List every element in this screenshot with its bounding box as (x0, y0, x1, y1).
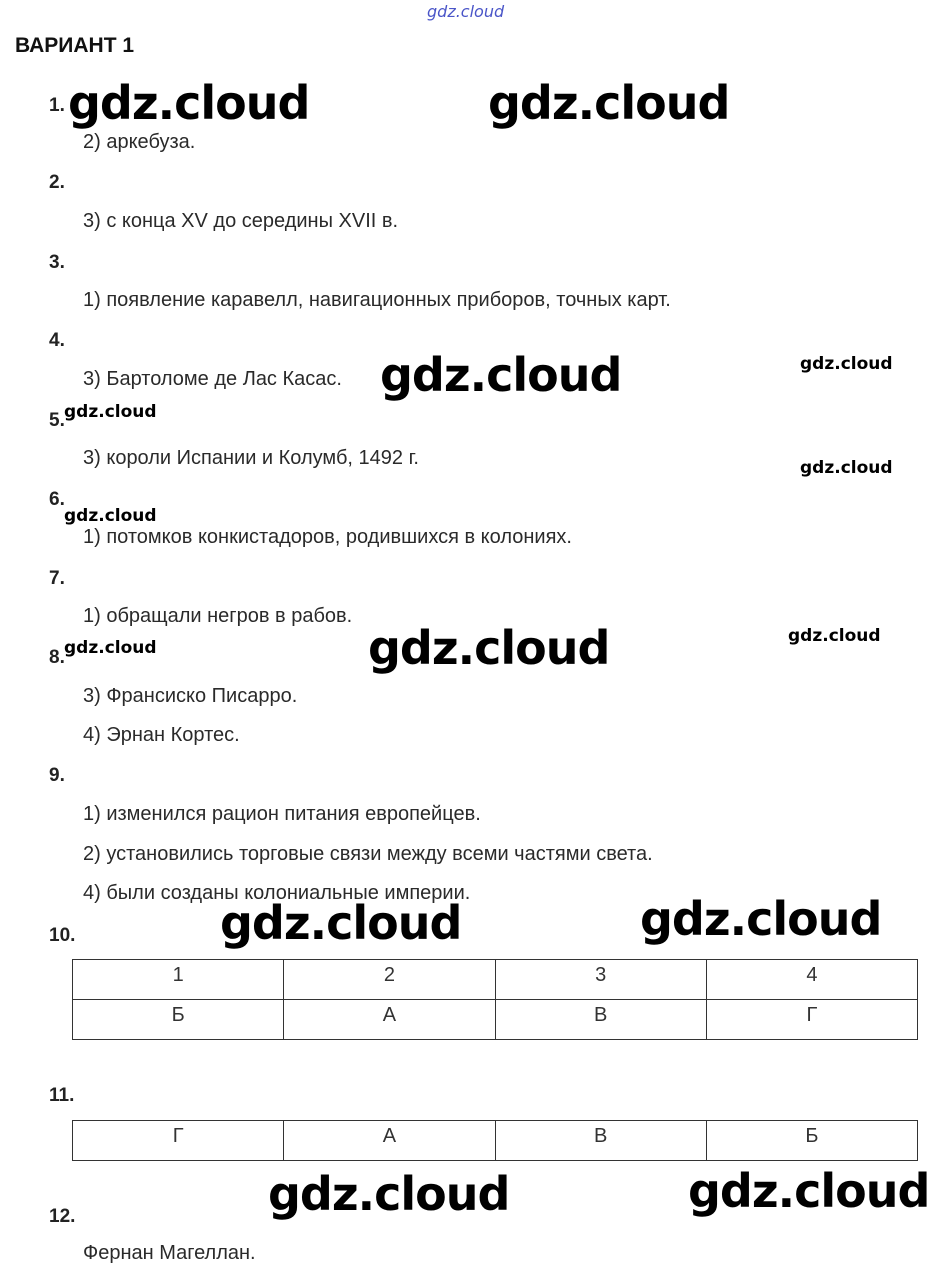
answer-3-1: 1) появление каравелл, навигационных приборов, точных карт. (83, 289, 671, 311)
watermark: gdz.cloud (488, 76, 730, 130)
top-watermark: gdz.cloud (427, 2, 505, 21)
answer-2-1: 3) с конца XV до середины XVII в. (83, 210, 399, 232)
watermark: gdz.cloud (64, 506, 157, 526)
watermark: gdz.cloud (64, 402, 157, 422)
question-number-2: 2. (49, 172, 65, 193)
table-cell: 3 (495, 960, 706, 1000)
watermark: gdz.cloud (368, 621, 610, 675)
watermark: gdz.cloud (800, 458, 893, 478)
question-number-12: 12. (49, 1206, 76, 1227)
table-row (73, 1000, 918, 1040)
table-row (73, 1121, 918, 1161)
question-number-5: 5. (49, 410, 65, 431)
watermark: gdz.cloud (788, 626, 881, 646)
question-number-1: 1. (49, 95, 65, 116)
answer-9-3: 4) были созданы колониальные империи. (83, 882, 471, 904)
table-cell: Г (73, 1121, 284, 1161)
watermark: gdz.cloud (800, 354, 893, 374)
answer-table-11 (72, 1120, 918, 1161)
answer-6-1: 1) потомков конкистадоров, родившихся в колониях. (83, 526, 572, 548)
question-number-6: 6. (49, 489, 65, 510)
page-title: ВАРИАНТ 1 (15, 34, 135, 57)
question-number-8: 8. (49, 647, 65, 668)
table-cell: 4 (706, 960, 917, 1000)
answer-9-1: 1) изменился рацион питания европейцев. (83, 803, 481, 825)
watermark: gdz.cloud (380, 348, 622, 402)
answer-table-10 (72, 959, 918, 1040)
watermark: gdz.cloud (688, 1164, 930, 1218)
answer-5-1: 3) короли Испании и Колумб, 1492 г. (83, 447, 419, 469)
answer-12-1: Фернан Магеллан. (83, 1242, 256, 1264)
answer-4-1: 3) Бартоломе де Лас Касас. (83, 368, 342, 390)
table-cell: 1 (73, 960, 284, 1000)
answer-9-2: 2) установились торговые связи между всеми частями света. (83, 843, 653, 865)
table-cell: Б (73, 1000, 284, 1040)
question-number-3: 3. (49, 252, 65, 273)
table-cell: В (495, 1121, 706, 1161)
answer-1-1: 2) аркебуза. (83, 131, 196, 153)
answer-7-1: 1) обращали негров в рабов. (83, 605, 353, 627)
answer-8-1: 3) Франсиско Писарро. (83, 685, 298, 707)
watermark: gdz.cloud (268, 1167, 510, 1221)
table-cell: В (495, 1000, 706, 1040)
table-cell: Г (706, 1000, 917, 1040)
watermark: gdz.cloud (220, 896, 462, 950)
question-number-4: 4. (49, 330, 65, 351)
table-row (73, 960, 918, 1000)
table-cell: А (284, 1121, 495, 1161)
question-number-7: 7. (49, 568, 65, 589)
table-cell: 2 (284, 960, 495, 1000)
table-cell: Б (706, 1121, 917, 1161)
watermark: gdz.cloud (640, 892, 882, 946)
watermark: gdz.cloud (68, 76, 310, 130)
question-number-9: 9. (49, 765, 65, 786)
question-number-11: 11. (49, 1085, 75, 1106)
answer-8-2: 4) Эрнан Кортес. (83, 724, 240, 746)
watermark: gdz.cloud (64, 638, 157, 658)
table-cell: А (284, 1000, 495, 1040)
question-number-10: 10. (49, 925, 76, 946)
